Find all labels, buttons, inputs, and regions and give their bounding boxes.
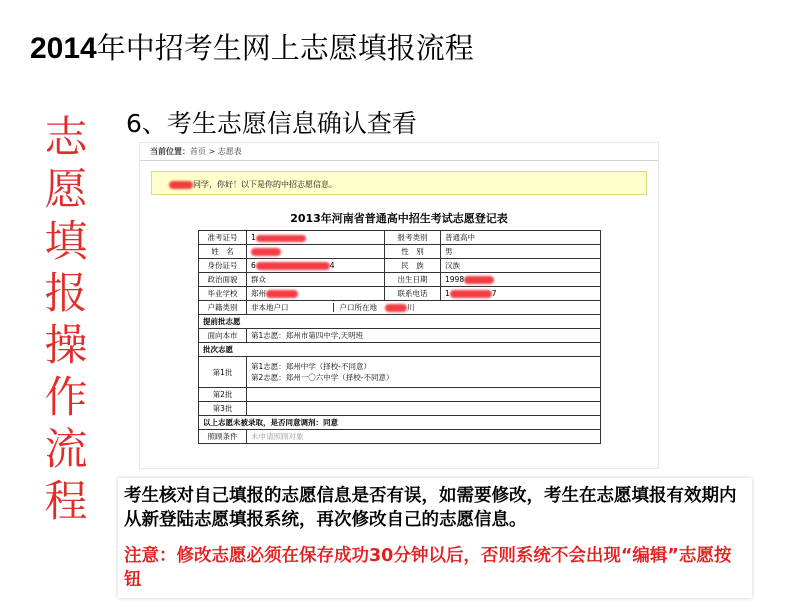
table-row [199, 416, 601, 430]
batch3-value [247, 402, 601, 416]
care-value: 未申请照顾对象 [247, 430, 601, 444]
ticket-value [247, 231, 385, 245]
table-row [199, 329, 601, 343]
adjust-consent: 以上志愿未被录取，是否同意调剂：同意 [199, 416, 601, 430]
notice-text: 同学，你好！以下是你的中招志愿信息。 [193, 180, 337, 189]
batch-section: 批次志愿 [199, 343, 601, 357]
redaction-mark [450, 290, 492, 298]
id-label: 身份证号 [199, 259, 247, 273]
redaction-mark [385, 304, 407, 312]
breadcrumb-label: 当前位置： [150, 147, 190, 156]
table-row [199, 315, 601, 329]
side-title-char: 填 [44, 217, 88, 267]
table-row [199, 343, 601, 357]
id-value-start: 6 [251, 261, 256, 270]
id-value [247, 259, 385, 273]
table-row [199, 245, 601, 259]
gender-value: 男 [441, 245, 601, 259]
table-row [199, 430, 601, 444]
phone-value-start: 1 [445, 289, 450, 298]
table-row [199, 388, 601, 402]
redaction-mark [464, 276, 494, 284]
care-label: 照顾条件 [199, 430, 247, 444]
registration-form-table [198, 230, 601, 444]
slide-title [30, 26, 474, 67]
school-value [247, 287, 385, 301]
phone-label: 联系电话 [385, 287, 441, 301]
city-label: 面向本市 [199, 329, 247, 343]
side-title-char: 愿 [44, 165, 88, 215]
hukou-place-value: 川 [407, 303, 415, 312]
side-title-char: 作 [44, 373, 88, 423]
table-row [199, 259, 601, 273]
batch1-value [247, 357, 601, 388]
table-row [199, 301, 601, 315]
title-year: 2014 [30, 32, 97, 65]
gender-label: 性 别 [385, 245, 441, 259]
birth-label: 出生日期 [385, 273, 441, 287]
embedded-screenshot [140, 143, 658, 468]
batch3-label: 第3批 [199, 402, 247, 416]
politics-label: 政治面貌 [199, 273, 247, 287]
breadcrumb-divider [140, 160, 658, 161]
table-row [199, 287, 601, 301]
side-title-char: 志 [44, 113, 88, 163]
side-title-char: 报 [44, 269, 88, 319]
redacted-name [169, 181, 193, 189]
description-text: 考生核对自己填报的志愿信息是否有误，如需要修改，考生在志愿填报有效期内从新登陆志愿填报系统，再次修改自己的志愿信息。 [124, 486, 737, 530]
early-batch-section: 提前批志愿 [199, 315, 601, 329]
description-box [118, 478, 752, 598]
politics-value: 群众 [247, 273, 385, 287]
phone-value-end: 7 [491, 289, 497, 298]
form-title: 2013年河南省普通高中招生考试志愿登记表 [290, 212, 508, 225]
side-title-char: 程 [44, 477, 88, 527]
hukou-place-label: 户口所在地 [333, 303, 378, 312]
nation-value: 汉族 [441, 259, 601, 273]
redaction-mark [256, 235, 306, 242]
batch1-label: 第1批 [199, 357, 247, 388]
side-title [40, 112, 92, 528]
side-title-char: 流 [44, 425, 88, 475]
ticket-label: 准考证号 [199, 231, 247, 245]
table-row [199, 273, 601, 287]
birth-value [441, 273, 601, 287]
id-value-end: 4 [329, 261, 335, 270]
notice-banner [151, 171, 647, 195]
table-row [199, 402, 601, 416]
batch2-label: 第2批 [199, 388, 247, 402]
warning-text: 注意：修改志愿必须在保存成功30分钟以后，否则系统不会出现“编辑”志愿按钮 [124, 546, 732, 590]
step-subtitle: 6、考生志愿信息确认查看 [126, 109, 417, 138]
table-row [199, 357, 601, 388]
redaction-mark [266, 290, 298, 298]
batch1-choice-2: 第2志愿：郑州一〇六中学（择校-不同意） [251, 373, 394, 382]
table-row [199, 231, 601, 245]
redaction-mark [251, 248, 281, 256]
apply-type-label: 报考类别 [385, 231, 441, 245]
nation-label: 民 族 [385, 259, 441, 273]
school-value-text: 郑州 [251, 289, 266, 298]
title-text: 年中招考生网上志愿填报流程 [96, 31, 474, 65]
school-label: 毕业学校 [199, 287, 247, 301]
hukou-type-label: 户籍类别 [199, 301, 247, 315]
name-value [247, 245, 385, 259]
name-label: 姓 名 [199, 245, 247, 259]
side-title-char: 操 [44, 321, 88, 371]
city-value: 第1志愿：郑州市第四中学,天明班 [247, 329, 601, 343]
redaction-mark [256, 262, 330, 270]
birth-value-text: 1998 [445, 275, 465, 284]
phone-value [441, 287, 601, 301]
ticket-value-text: 1 [251, 233, 256, 242]
breadcrumb-path[interactable]: 首页 > 志愿表 [190, 147, 242, 156]
hukou-row [247, 301, 601, 315]
breadcrumb [150, 146, 242, 157]
batch1-choice-1: 第1志愿：郑州中学（择校-不同意） [251, 362, 371, 371]
hukou-type-value: 非本地户口 [251, 303, 289, 312]
batch2-value [247, 388, 601, 402]
apply-type-value: 普通高中 [441, 231, 601, 245]
